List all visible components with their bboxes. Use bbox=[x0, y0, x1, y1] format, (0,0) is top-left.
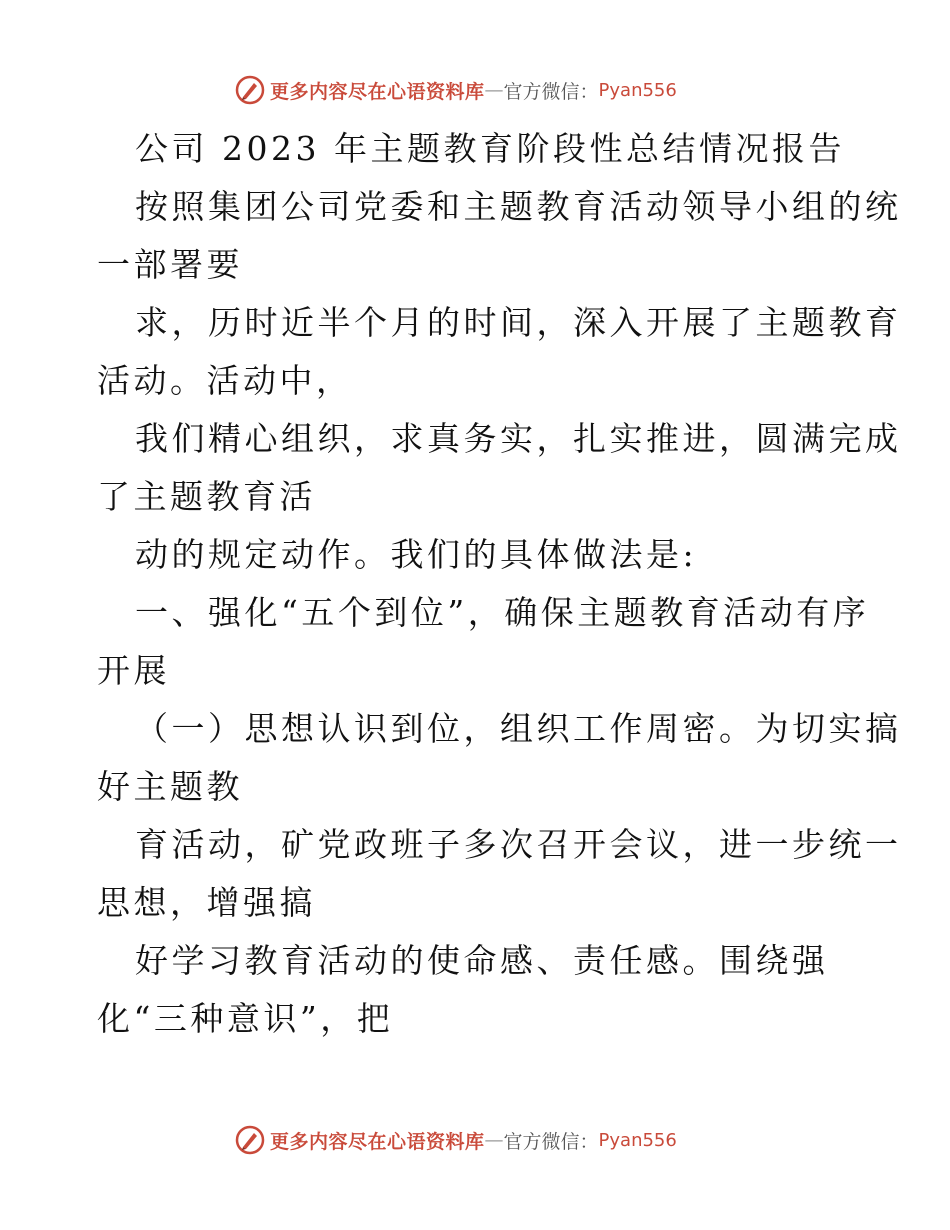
text-line: 按照集团公司党委和主题教育活动领导小组的统 bbox=[135, 187, 902, 226]
watermark-wechat-id: Pyan556 bbox=[598, 1129, 677, 1151]
section-heading-cont: 开展 bbox=[97, 651, 170, 690]
subsection-heading: （一）思想认识到位，组织工作周密。为切实搞 bbox=[135, 709, 902, 748]
text-line: 思想，增强搞 bbox=[97, 883, 316, 922]
watermark-main-text: 更多内容尽在心语资料库 bbox=[270, 1130, 485, 1153]
text-line: 动的规定动作。我们的具体做法是: bbox=[135, 535, 698, 574]
text-line: 一部署要 bbox=[97, 245, 243, 284]
document-title: 公司 2023 年主题教育阶段性总结情况报告 bbox=[135, 129, 845, 168]
text-line: 育活动，矿党政班子多次召开会议，进一步统一 bbox=[135, 825, 902, 864]
text-line: 好主题教 bbox=[97, 767, 243, 806]
section-heading: 一、强化“五个到位”，确保主题教育活动有序 bbox=[135, 593, 870, 632]
watermark-wechat-id: Pyan556 bbox=[598, 79, 677, 101]
watermark-wechat-label: 官方微信： bbox=[503, 80, 599, 103]
text-line: 好学习教育活动的使命感、责任感。围绕强 bbox=[135, 941, 829, 980]
text-line: 了主题教育活 bbox=[97, 477, 316, 516]
watermark-dash: — bbox=[484, 1129, 504, 1151]
watermark-header bbox=[234, 72, 677, 108]
watermark-main-text: 更多内容尽在心语资料库 bbox=[270, 80, 485, 103]
watermark-dash: — bbox=[484, 79, 504, 101]
watermark-footer bbox=[234, 1122, 677, 1158]
text-line: 活动。活动中， bbox=[97, 361, 353, 400]
text-line: 化“三种意识”，把 bbox=[97, 999, 394, 1038]
text-line: 我们精心组织，求真务实，扎实推进，圆满完成 bbox=[135, 419, 902, 458]
watermark-wechat-label: 官方微信： bbox=[503, 1130, 599, 1153]
pen-logo-icon bbox=[234, 74, 266, 106]
document-body bbox=[97, 120, 902, 1048]
text-line: 求，历时近半个月的时间，深入开展了主题教育 bbox=[135, 303, 902, 342]
pen-logo-icon bbox=[234, 1124, 266, 1156]
